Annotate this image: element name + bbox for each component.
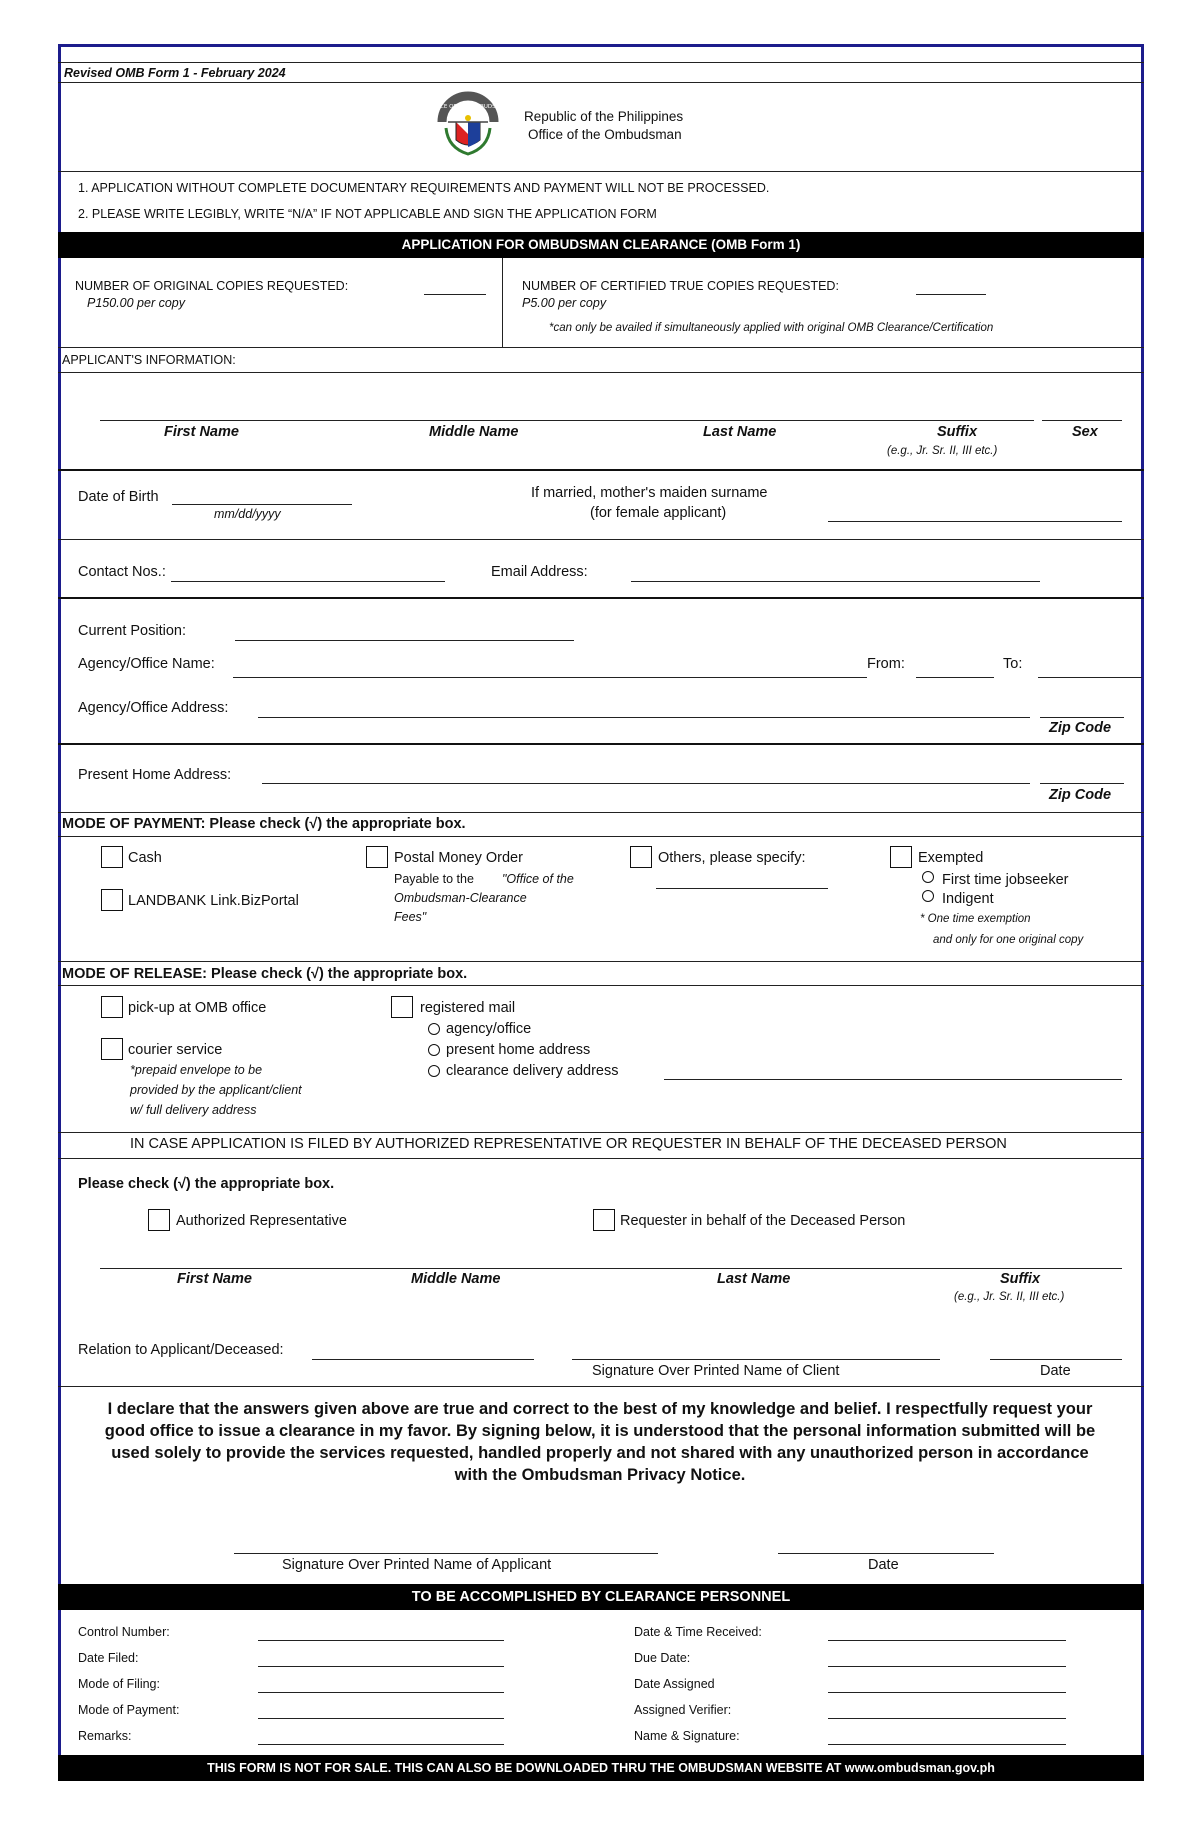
contact-label: Contact Nos.: xyxy=(78,564,166,580)
client-date-field[interactable] xyxy=(990,1359,1122,1360)
due-date-field[interactable] xyxy=(828,1666,1066,1667)
divider xyxy=(58,985,1144,986)
footer-bar: THIS FORM IS NOT FOR SALE. THIS CAN ALSO BE DOWNLOADED THRU THE OMBUDSMAN WEBSITE AT www.ombudsman.gov.ph xyxy=(58,1755,1144,1781)
date-time-received-label: Date & Time Received: xyxy=(634,1625,762,1639)
first-time-jobseeker-radio[interactable] xyxy=(922,871,934,883)
email-label: Email Address: xyxy=(491,564,588,580)
divider xyxy=(58,1132,1144,1133)
requester-deceased-label: Requester in behalf of the Deceased Person xyxy=(620,1213,906,1229)
ombudsman-seal-icon xyxy=(427,92,509,160)
agency-field[interactable] xyxy=(233,677,867,678)
rep-middle-name-label: Middle Name xyxy=(411,1271,501,1287)
first-name-label: First Name xyxy=(164,424,239,440)
note-2: 2. PLEASE WRITE LEGIBLY, WRITE “N/A” IF NOT APPLICABLE AND SIGN THE APPLICATION FORM xyxy=(78,207,657,221)
clearance-delivery-address-label: clearance delivery address xyxy=(446,1063,619,1079)
mode-of-payment-field[interactable] xyxy=(258,1718,504,1719)
maiden-name-label: If married, mother's maiden surname xyxy=(531,485,768,501)
applicant-section-label: APPLICANT'S INFORMATION: xyxy=(62,353,236,367)
last-name-label: Last Name xyxy=(703,424,777,440)
indigent-radio[interactable] xyxy=(922,890,934,902)
control-number-field[interactable] xyxy=(258,1640,504,1641)
suffix-label: Suffix xyxy=(937,424,978,440)
registered-mail-checkbox[interactable] xyxy=(391,996,413,1018)
certified-copies-label: NUMBER OF CERTIFIED TRUE COPIES REQUESTED: xyxy=(522,279,839,293)
certified-copies-note: *can only be availed if simultaneously applied with original OMB Clearance/Certification xyxy=(549,322,994,334)
dob-field[interactable] xyxy=(172,504,352,505)
rep-suffix-hint: (e.g., Jr. Sr. II, III etc.) xyxy=(954,1291,1065,1303)
courier-note-3: w/ full delivery address xyxy=(130,1103,257,1117)
divider xyxy=(58,171,1144,172)
position-label: Current Position: xyxy=(78,623,186,639)
authorized-representative-label: Authorized Representative xyxy=(176,1213,347,1229)
applicant-date-field[interactable] xyxy=(778,1553,994,1554)
email-field[interactable] xyxy=(631,581,1040,582)
divider xyxy=(502,258,503,347)
divider xyxy=(58,812,1144,813)
to-field[interactable] xyxy=(1038,677,1142,678)
requester-deceased-checkbox[interactable] xyxy=(593,1209,615,1231)
release-section-label: MODE OF RELEASE: Please check (√) the appropriate box. xyxy=(62,966,468,982)
courier-note-1: *prepaid envelope to be xyxy=(130,1063,263,1077)
divider xyxy=(58,836,1144,837)
rep-suffix-label: Suffix xyxy=(1000,1271,1041,1287)
certified-copies-price: P5.00 per copy xyxy=(522,296,607,310)
exempt-note-2: and only for one original copy xyxy=(933,934,1084,946)
name-signature-field[interactable] xyxy=(828,1744,1066,1745)
clearance-delivery-address-radio[interactable] xyxy=(428,1065,440,1077)
representative-name-field[interactable] xyxy=(100,1268,1122,1269)
payment-section-label: MODE OF PAYMENT: Please check (√) the appropriate box. xyxy=(62,816,466,832)
divider xyxy=(58,82,1144,83)
divider xyxy=(58,372,1144,373)
exempt-note-1: * One time exemption xyxy=(920,913,1031,925)
registered-mail-label: registered mail xyxy=(420,1000,516,1016)
date-time-received-field[interactable] xyxy=(828,1640,1066,1641)
divider xyxy=(58,961,1144,962)
contact-field[interactable] xyxy=(171,581,445,582)
sex-label: Sex xyxy=(1072,424,1098,440)
form-revision: Revised OMB Form 1 - February 2024 xyxy=(64,66,286,80)
client-signature-field[interactable] xyxy=(572,1359,940,1360)
client-signature-label: Signature Over Printed Name of Client xyxy=(592,1363,840,1379)
pickup-label: pick-up at OMB office xyxy=(128,1000,267,1016)
home-address-field[interactable] xyxy=(262,783,1030,784)
office-name: Office of the Ombudsman xyxy=(528,127,682,142)
dob-label: Date of Birth xyxy=(78,489,159,505)
exempted-label: Exempted xyxy=(918,850,984,866)
date-filed-field[interactable] xyxy=(258,1666,504,1667)
certified-copies-field[interactable] xyxy=(916,294,986,295)
exempted-checkbox[interactable] xyxy=(890,846,912,868)
svg-text:OFFICE OF THE OMBUDSMAN: OFFICE OF THE OMBUDSMAN xyxy=(427,104,509,110)
dob-hint: mm/dd/yyyy xyxy=(214,507,281,521)
others-checkbox[interactable] xyxy=(630,846,652,868)
agency-zip-field[interactable] xyxy=(1040,717,1124,718)
name-signature-label: Name & Signature: xyxy=(634,1729,740,1743)
courier-label: courier service xyxy=(128,1042,223,1058)
divider xyxy=(58,347,1144,348)
mode-of-filing-label: Mode of Filing: xyxy=(78,1677,160,1691)
agency-zip-label: Zip Code xyxy=(1049,720,1112,736)
home-zip-field[interactable] xyxy=(1040,783,1124,784)
others-specify-field[interactable] xyxy=(656,888,828,889)
rep-first-name-label: First Name xyxy=(177,1271,252,1287)
remarks-label: Remarks: xyxy=(78,1729,132,1743)
postal-note-3: Fees" xyxy=(394,910,427,924)
due-date-label: Due Date: xyxy=(634,1651,691,1665)
original-copies-label: NUMBER OF ORIGINAL COPIES REQUESTED: xyxy=(75,279,349,293)
position-field[interactable] xyxy=(235,640,574,641)
landbank-checkbox[interactable] xyxy=(101,889,123,911)
maiden-name-field[interactable] xyxy=(828,521,1122,522)
applicant-signature-label: Signature Over Printed Name of Applicant xyxy=(282,1557,552,1573)
present-home-address-radio[interactable] xyxy=(428,1044,440,1056)
divider xyxy=(58,1386,1144,1387)
divider xyxy=(58,62,1144,63)
applicant-sex-field[interactable] xyxy=(1042,420,1122,421)
applicant-signature-field[interactable] xyxy=(234,1553,658,1554)
to-label: To: xyxy=(1003,656,1023,672)
clearance-delivery-address-field[interactable] xyxy=(664,1079,1122,1080)
cash-label: Cash xyxy=(128,850,162,866)
declaration-text: I declare that the answers given above are true and correct to the best of my knowledge and belief. I respectfully request your good office to issue a clearance in my favor. By signing below, it is understood that the personal information submitted will be used solely to provide the services requested, handled properly and not shared with any unauthorized person in accordance with the Ombudsman Privacy Notice. xyxy=(104,1400,1096,1484)
suffix-hint: (e.g., Jr. Sr. II, III etc.) xyxy=(887,445,998,457)
date-assigned-field[interactable] xyxy=(828,1692,1066,1693)
country-name: Republic of the Philippines xyxy=(524,109,684,124)
agency-address-field[interactable] xyxy=(258,717,1030,718)
postal-note-2: Ombudsman-Clearance xyxy=(394,891,527,905)
agency-office-radio[interactable] xyxy=(428,1023,440,1035)
divider xyxy=(58,539,1144,540)
assigned-verifier-field[interactable] xyxy=(828,1718,1066,1719)
maiden-name-sublabel: (for female applicant) xyxy=(590,505,727,521)
from-label: From: xyxy=(867,656,905,672)
divider xyxy=(58,743,1144,745)
divider xyxy=(58,469,1144,471)
date-filed-label: Date Filed: xyxy=(78,1651,139,1665)
remarks-field[interactable] xyxy=(258,1744,504,1745)
landbank-label: LANDBANK Link.BizPortal xyxy=(128,893,299,909)
authorized-representative-checkbox[interactable] xyxy=(148,1209,170,1231)
form-title-bar: APPLICATION FOR OMBUDSMAN CLEARANCE (OMB Form 1) xyxy=(58,232,1144,258)
middle-name-label: Middle Name xyxy=(429,424,519,440)
agency-address-label: Agency/Office Address: xyxy=(78,700,229,716)
relation-field[interactable] xyxy=(312,1359,534,1360)
postal-note-1: Payable to the xyxy=(394,872,474,886)
agency-office-label: agency/office xyxy=(446,1021,532,1037)
divider xyxy=(58,1158,1144,1159)
client-date-label: Date xyxy=(1040,1363,1071,1379)
home-zip-label: Zip Code xyxy=(1049,787,1112,803)
representative-section-label: IN CASE APPLICATION IS FILED BY AUTHORIZED REPRESENTATIVE OR REQUESTER IN BEHALF OF THE DECEASED PERSON xyxy=(130,1136,1007,1152)
relation-label: Relation to Applicant/Deceased: xyxy=(78,1342,284,1358)
note-1: 1. APPLICATION WITHOUT COMPLETE DOCUMENTARY REQUIREMENTS AND PAYMENT WILL NOT BE PROCESSED. xyxy=(78,181,770,195)
applicant-name-field[interactable] xyxy=(100,420,1034,421)
postal-money-order-label: Postal Money Order xyxy=(394,850,523,866)
rep-last-name-label: Last Name xyxy=(717,1271,791,1287)
representative-check-label: Please check (√) the appropriate box. xyxy=(78,1176,335,1192)
cash-checkbox[interactable] xyxy=(101,846,123,868)
mode-of-filing-field[interactable] xyxy=(258,1692,504,1693)
mode-of-payment-label: Mode of Payment: xyxy=(78,1703,180,1717)
home-address-label: Present Home Address: xyxy=(78,767,232,783)
courier-note-2: provided by the applicant/client xyxy=(130,1083,302,1097)
postal-note-1b: "Office of the xyxy=(502,872,574,886)
original-copies-field[interactable] xyxy=(424,294,486,295)
divider xyxy=(58,597,1144,599)
indigent-label: Indigent xyxy=(942,891,994,907)
agency-label: Agency/Office Name: xyxy=(78,656,215,672)
first-time-jobseeker-label: First time jobseeker xyxy=(942,872,1069,888)
date-assigned-label: Date Assigned xyxy=(634,1677,715,1691)
applicant-date-label: Date xyxy=(868,1557,899,1573)
pickup-checkbox[interactable] xyxy=(101,996,123,1018)
present-home-address-label: present home address xyxy=(446,1042,591,1058)
personnel-bar: TO BE ACCOMPLISHED BY CLEARANCE PERSONNEL xyxy=(58,1584,1144,1610)
assigned-verifier-label: Assigned Verifier: xyxy=(634,1703,732,1717)
postal-money-order-checkbox[interactable] xyxy=(366,846,388,868)
original-copies-price: P150.00 per copy xyxy=(87,296,185,310)
courier-checkbox[interactable] xyxy=(101,1038,123,1060)
from-field[interactable] xyxy=(916,677,994,678)
others-label: Others, please specify: xyxy=(658,850,806,866)
control-number-label: Control Number: xyxy=(78,1625,170,1639)
